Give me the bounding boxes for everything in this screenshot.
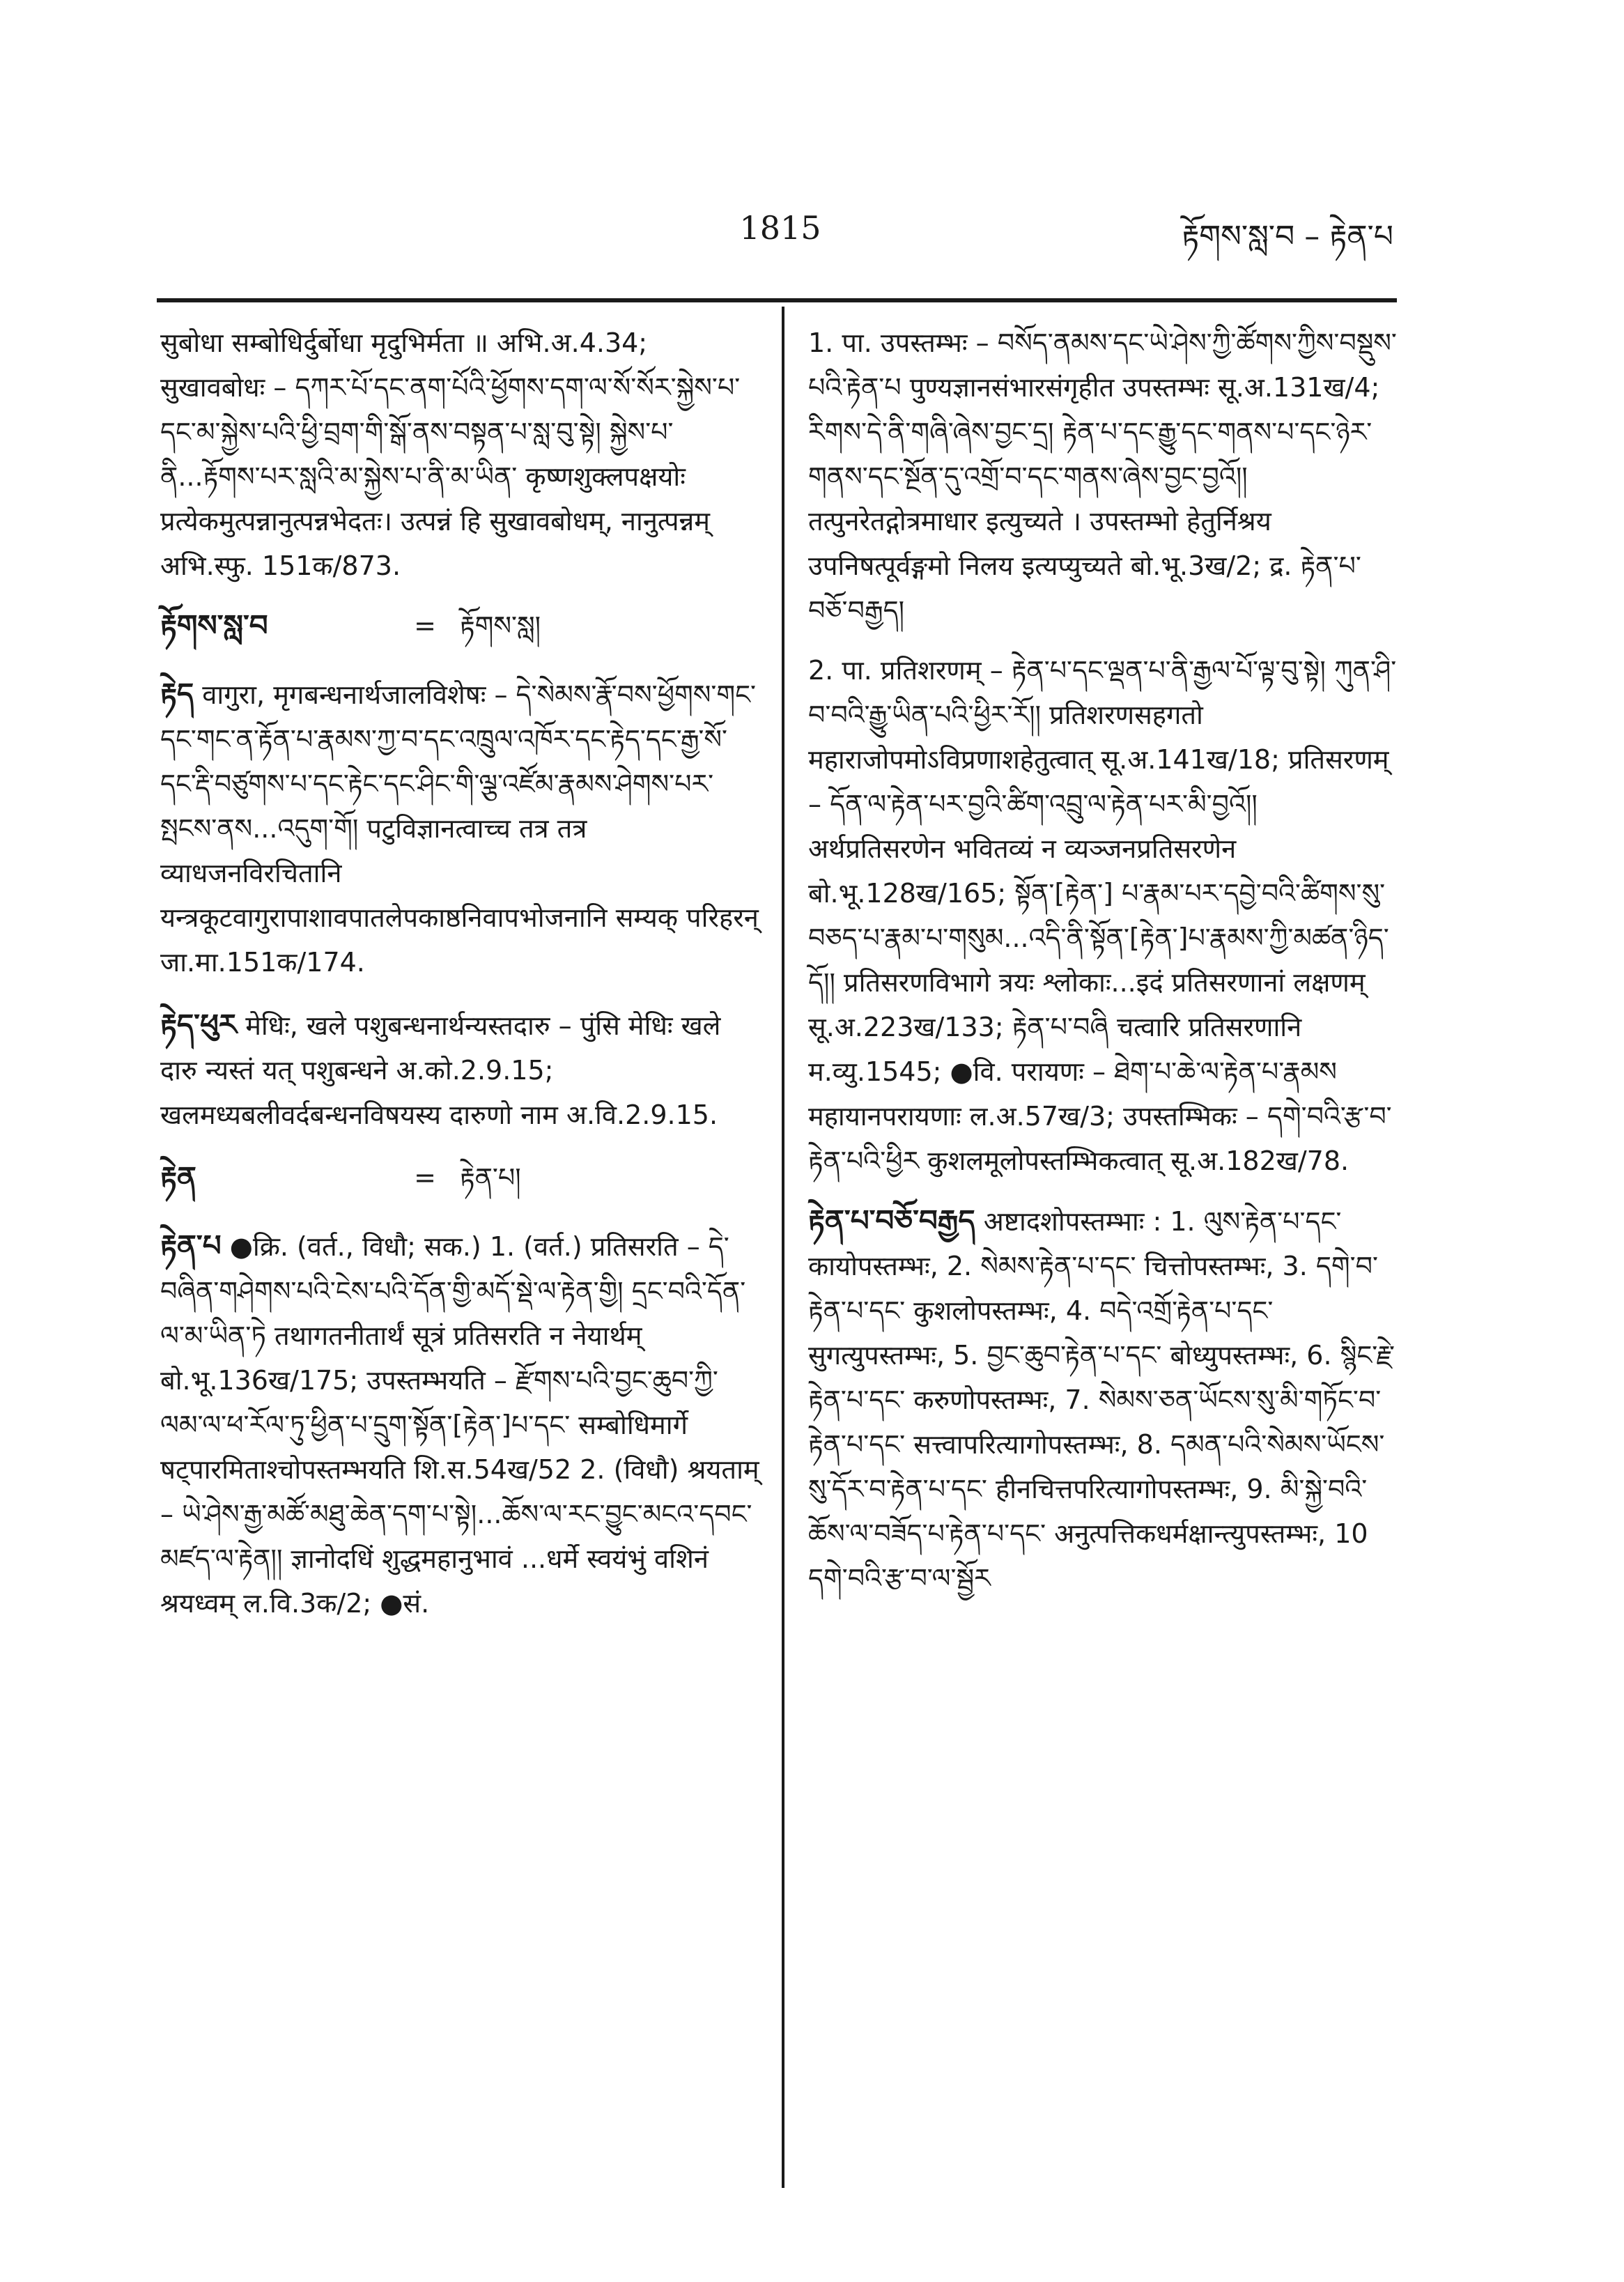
dictionary-entry — [160, 1224, 759, 1626]
equals-sign: = — [414, 1162, 436, 1193]
entry-body: ●क्रि. (वर्त., विधौ; सक.) 1. (वर्त.) प्रतिसरति – དེ་བཞིན་གཤེགས་པའི་ངེས་པའི་དོན་གྱི་མདོ་སྡེ་ལ་རྟེན་གྱི། དྲང་བའི་དོན་ལ་མ་ཡིན་ཏེ तथागतनीतार्थं सूत्रं प्रतिसरति न नेयार्थम् बो.भू.136ख/175; उपस्तम्भयति – རྫོགས་པའི་བྱང་ཆུབ་ཀྱི་ལམ་ལ་ཕ་རོལ་ཏུ་ཕྱིན་པ་དྲུག་སྟོན་[རྟེན་]པ་དང་ सम्बोधिमार्गे षट्पारमिताश्चोपस्तम्भयति शि.स.54ख/52 2. (विधौ) श्रयताम् – ཡེ་ཤེས་རྒྱ་མཚོ་མཐུ་ཆེན་དག་པ་སྟེ།...ཆོས་ལ་རང་བྱུང་མངའ་དབང་མཛད་ལ་རྟེན།། ज्ञानोदधिं शुद्धमहानुभावं ...धर्मे स्वयंभुं वशिनं श्रयध्वम् ल.वि.3क/2; ●सं. — [160, 1231, 759, 1619]
headword: རྟེན — [160, 1160, 196, 1194]
headword: རྟེད་ཕུར — [160, 1008, 238, 1042]
entry-body: वागुरा, मृगबन्धनार्थजालविशेषः – དེ་སེམས་རྣོ་བས་ཕྱོགས་གང་དང་གང་ན་རྟོན་པ་རྣམས་ཀྱ་བ་དང་འཁྲུལ་འཁོར་དང་རྟེད་དང་རྒྱ་སོ་དང་རྡི་བཙུགས་པ་དང་རྟེང་དང་ཤིང་གི་ལྕ་འཛོམ་རྣམས་ཤེགས་པར་སྤངས་ནས...འདུག་གོ། पटुविज्ञानत्वाच्च तत्र तत्र व्याधजनविरचितानि यन्त्रकूटवागुरापाशावपातलेपकाष्ठनिवापभोजनानि सम्यक् परिहरन् जा.मा.151क/174. — [160, 679, 759, 978]
column-divider — [782, 307, 784, 2188]
cross-reference-entry — [160, 1155, 759, 1200]
header-rule — [157, 298, 1397, 302]
cross-reference-target: རྟེན་པ། — [460, 1162, 521, 1193]
entry-body: मेधिः, खले पशुबन्धनार्थन्यस्तदारु – पुंसि मेधिः खले दारु न्यस्तं यत् पशुबन्धने अ.को.2.9.15; खलमध्यबलीवर्दबन्धनविषयस्य दारुणो नाम अ.वि.2.9.15. — [160, 1010, 721, 1130]
cross-reference-entry — [160, 603, 759, 648]
running-head: རྟོགས་སླ་བ – རྟེན་པ — [1182, 219, 1393, 254]
headword: རྟོགས་སླ་བ — [160, 608, 268, 642]
cross-reference-target: རྟོགས་སླ། — [460, 610, 541, 641]
headword: རྟེད — [160, 677, 194, 711]
continued-entry: सुबोधा सम्बोधिर्दुर्बोधा मृदुभिर्मता ॥ अभि.अ.4.34; सुखावबोधः – དཀར་པོ་དང་ནག་པོའི་ཕྱོགས་དག་ལ་སོ་སོར་སྐྱེས་པ་དང་མ་སྐྱེས་པའི་ཕྱི་བྲག་གི་སྒོ་ནས་བསྟན་པ་སླ་བུ་སྟེ། སྐྱེས་པ་ནི...རྟོགས་པར་སླའི་མ་སྐྱེས་པ་ནི་མ་ཡིན་ कृष्णशुक्लपक्षयोः प्रत्येकमुत्पन्नानुत्पन्नभेदतः। उत्पन्नं हि सुखावबोधम्, नानुत्पन्नम् अभि.स्फु. 151क/873. — [160, 327, 741, 581]
sense-paragraph: 2. पा. प्रतिशरणम् – རྟེན་པ་དང་ལྡན་པ་ནི་རྒྱལ་པོ་ལྟ་བུ་སྟེ། ཀུན་ཤི་བ་བའི་རྒྱུ་ཡིན་པའི་ཕྱིར་རོ།། प्रतिशरणसहगतो महाराजोपमोऽविप्रणाशहेतुत्वात् सू.अ.141ख/18; प्रतिसरणम् – དོན་ལ་རྟེན་པར་བྱའི་ཚིག་འབྲུ་ལ་རྟེན་པར་མི་བྱའོ།། अर्थप्रतिसरणेन भवितव्यं न व्यञ्जनप्रतिसरणेन बो.भू.128ख/165; སྟོན་[རྟེན་] པ་རྣམ་པར་དབྱེ་བའི་ཚིགས་སུ་བཅད་པ་རྣམ་པ་གསུམ...འདི་ནི་སྟོན་[རྟེན་]པ་རྣམས་ཀྱི་མཚན་ཉིད་དོ།། प्रतिसरणविभागे त्रयः श्लोकाः...इदं प्रतिसरणानां लक्षणम् सू.अ.223ख/133; རྟེན་པ་བཞི चत्वारि प्रतिसरणानि म.व्यु.1545; ●वि. परायणः – ཐེག་པ་ཆེ་ལ་རྟེན་པ་རྣམས महायानपरायणाः ल.अ.57ख/3; उपस्तम्भिकः – དགེ་བའི་རྩ་བ་རྟེན་པའི་ཕྱིར कुशलमूलोपस्तम्भिकत्वात् सू.अ.182ख/78. — [808, 655, 1397, 1176]
headword: རྟེན་པ་བཅོ་བརྒྱད — [808, 1203, 975, 1238]
dictionary-entry — [160, 1003, 759, 1137]
entry-body: अष्टादशोपस्तम्भाः : 1. ལུས་རྟེན་པ་དང་ कायोपस्तम्भः, 2. སེམས་རྟེན་པ་དང་ चित्तोपस्तम्भः, 3. དགེ་བ་རྟེན་པ་དང་ कुशलोपस्तम्भः, 4. བདེ་འགྲོ་རྟེན་པ་དང་ सुगत्युपस्तम्भः, 5. བྱང་ཆུབ་རྟེན་པ་དང་ बोध्युपस्तम्भः, 6. སྙིང་རྗེ་རྟེན་པ་དང་ करुणोपस्तम्भः, 7. སེམས་ཅན་ཡོངས་སུ་མི་གཏོང་བ་རྟེན་པ་དང་ सत्त्वापरित्यागोपस्तम्भः, 8. དམན་པའི་སེམས་ཡོངས་སུ་དོར་བ་རྟེན་པ་དང་ हीनचित्तपरित्यागोपस्तम्भः, 9. མི་སྐྱེ་བའི་ཆོས་ལ་བཟོད་པ་རྟེན་པ་དང་ अनुत्पत्तिकधर्मक्षान्त्युपस्तम्भः, 10 དགེ་བའི་རྩ་བ་ལ་སྦྱོར — [808, 1206, 1395, 1594]
dictionary-entry — [808, 1198, 1400, 1601]
right-column — [808, 321, 1400, 1619]
equals-sign: = — [414, 610, 436, 641]
sense-paragraph: 1. पा. उपस्तम्भः – བསོད་ནམས་དང་ཡེ་ཤེས་ཀྱི་ཚོགས་ཀྱིས་བསྡུས་པའི་རྟེན་པ पुण्यज्ञानसंभारसंगृहीत उपस्तम्भः सू.अ.131ख/4; རིགས་དེ་ནི་གཞི་ཞེས་བྱང་དྲ། རྟེན་པ་དང་རྒྱུ་དང་གནས་པ་དང་ཉེར་གནས་དང་སྔོན་དུ་འགྲོ་བ་དང་གནས་ཞེས་བྱང་བྱའོ།། तत्पुनरेतद्गोत्रमाधार इत्युच्यते । उपस्तम्भो हेतुर्निश्रय उपनिषत्पूर्वङ्गमो निलय इत्यप्युच्यते बो.भू.3ख/2; द्र. རྟེན་པ་བཅོ་བརྒྱད། — [808, 327, 1397, 626]
page-number: 1815 — [739, 209, 821, 247]
left-column — [160, 321, 759, 1644]
dictionary-entry — [160, 672, 759, 985]
headword: རྟེན་པ — [160, 1228, 222, 1263]
